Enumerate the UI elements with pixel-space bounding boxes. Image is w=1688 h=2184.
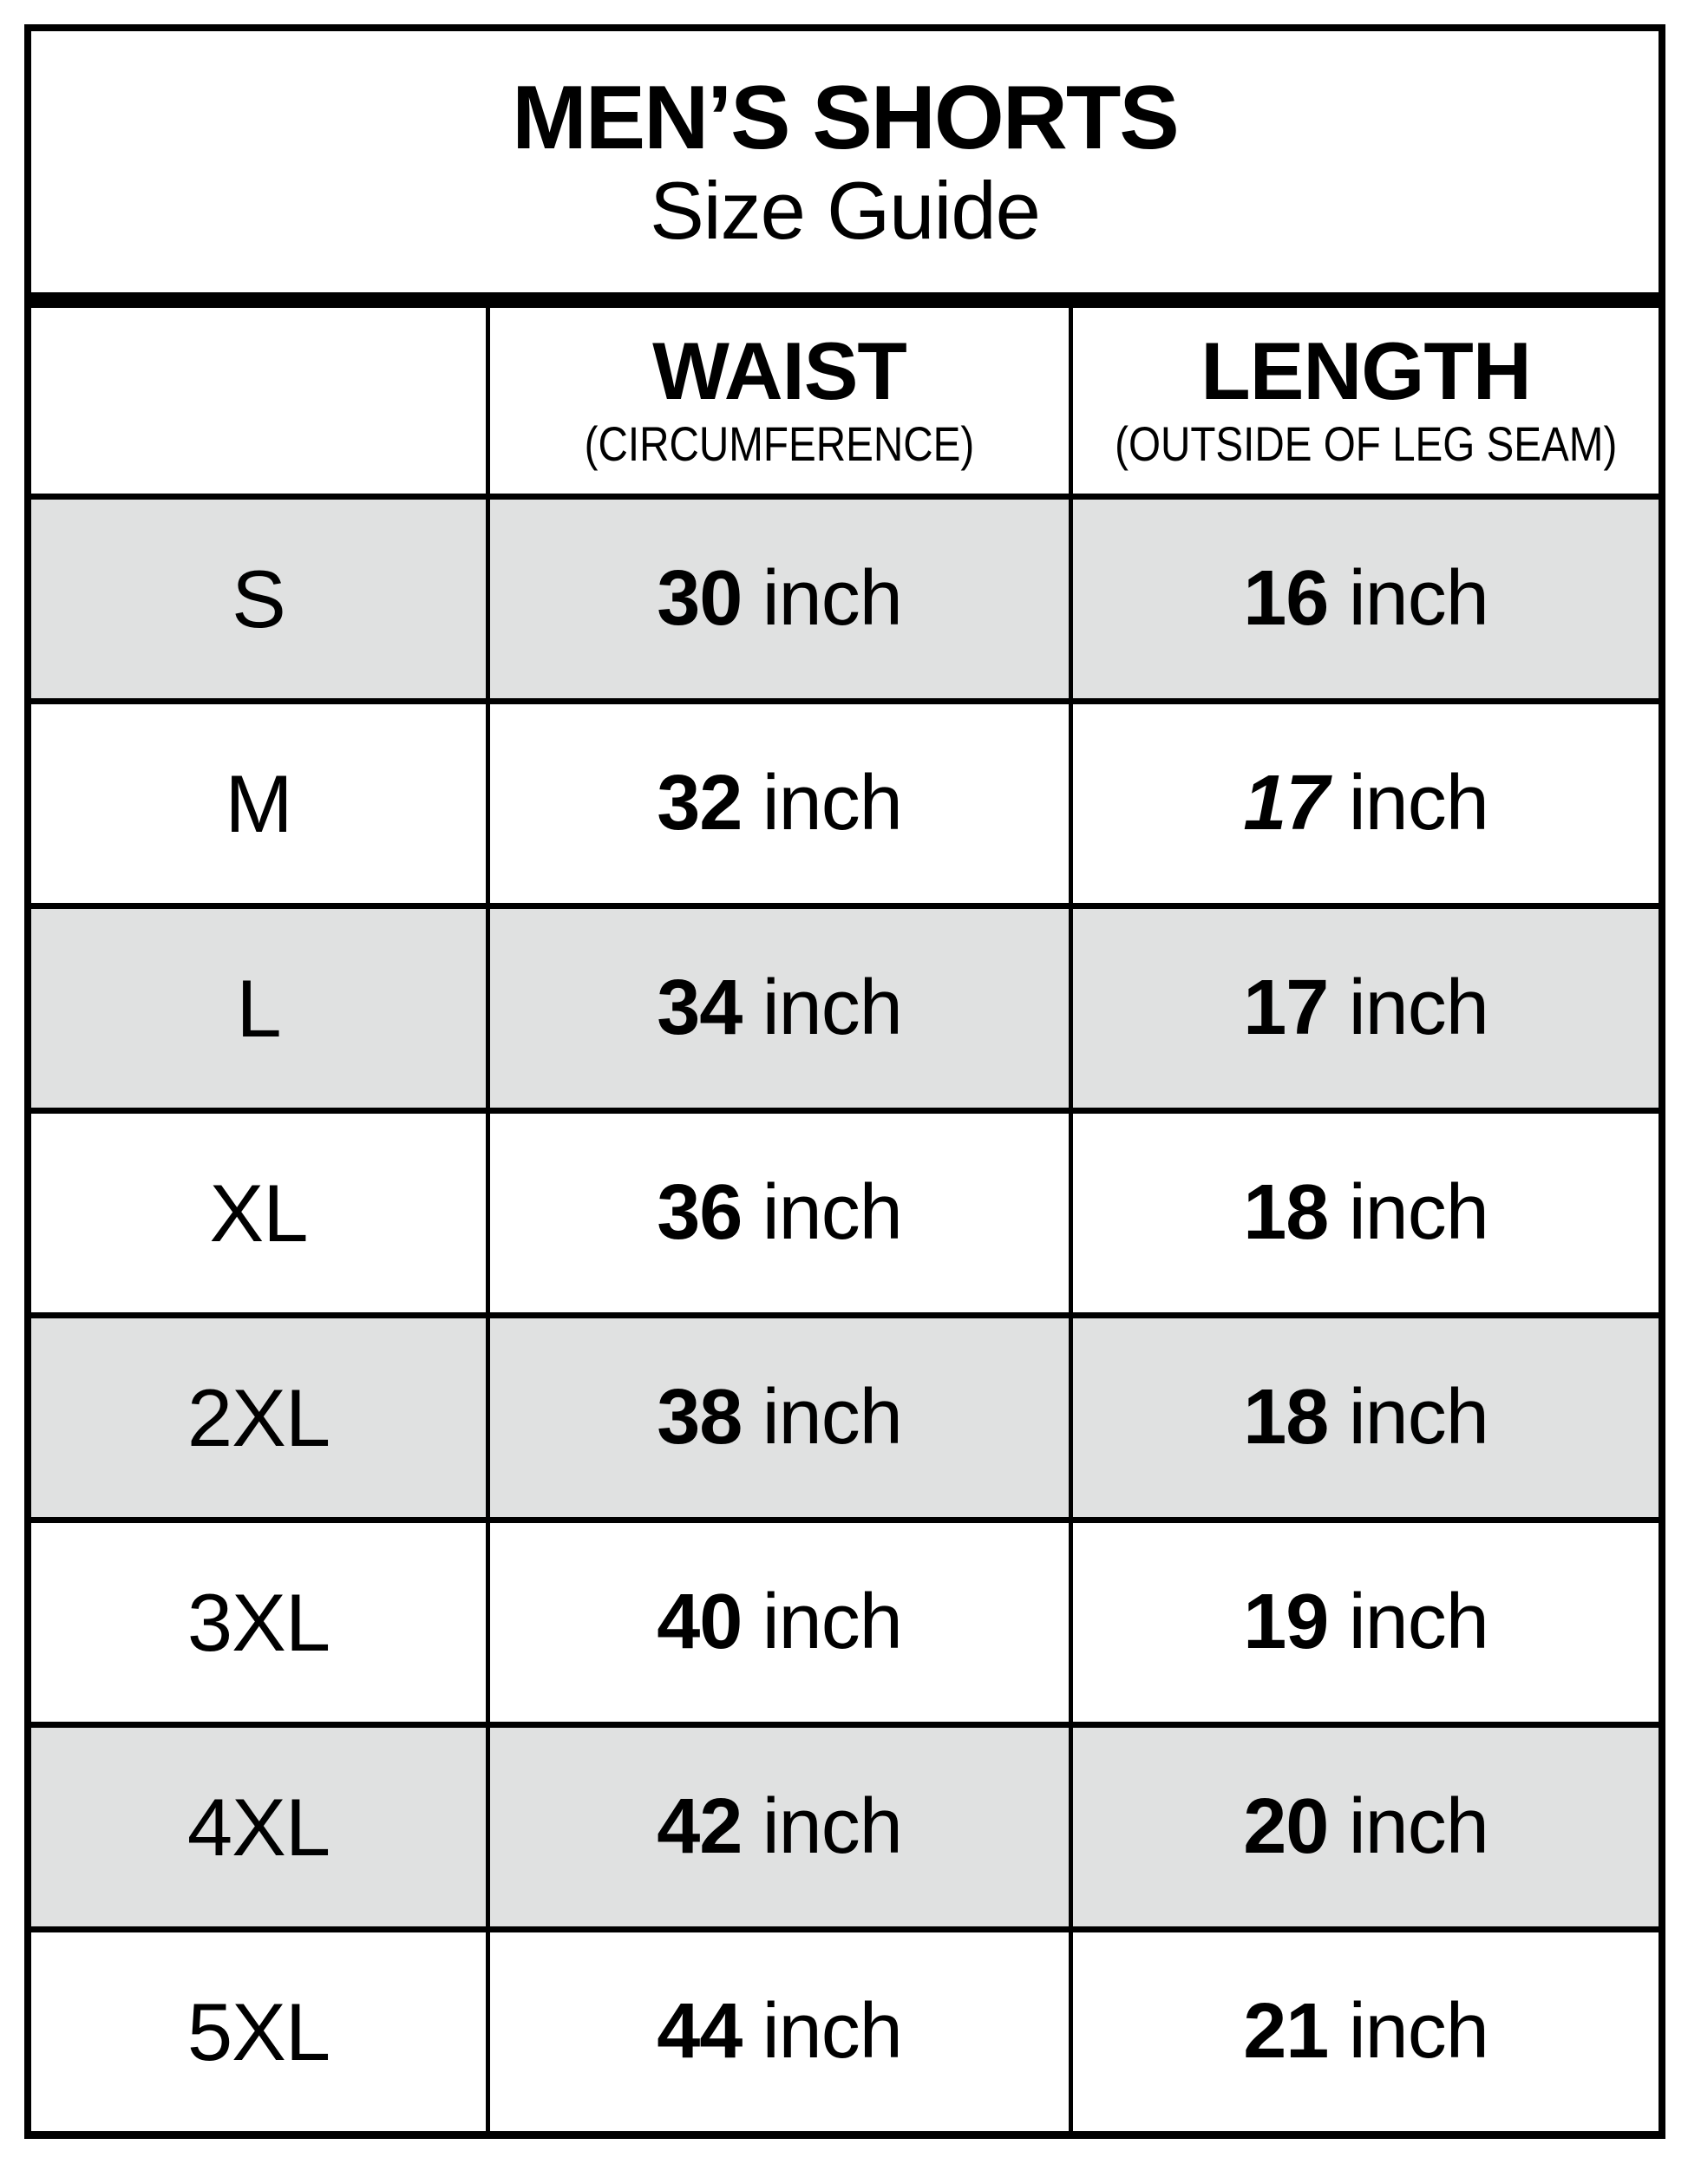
length-unit: inch — [1348, 1988, 1488, 2075]
header-waist-cell — [490, 308, 1069, 494]
length-value: 19 — [1243, 1579, 1329, 1665]
length-value: 17 — [1243, 964, 1329, 1051]
waist-unit: inch — [762, 555, 902, 642]
waist-unit: inch — [762, 1579, 902, 1665]
waist-unit: inch — [762, 1783, 902, 1870]
waist-value: 32 — [657, 760, 743, 847]
waist-value-cell — [490, 1728, 1069, 1926]
length-unit: inch — [1348, 964, 1488, 1051]
length-value: 17 — [1243, 760, 1329, 847]
waist-value-cell — [490, 1318, 1069, 1517]
length-value-cell — [1073, 500, 1659, 698]
length-value-cell — [1073, 1318, 1659, 1517]
waist-value-cell — [490, 500, 1069, 698]
waist-value-cell — [490, 1932, 1069, 2131]
title-divider-bar — [31, 292, 1659, 308]
size-grid — [31, 308, 1659, 2132]
length-value-cell — [1073, 1728, 1659, 1926]
length-unit: inch — [1348, 1783, 1488, 1870]
waist-value-cell — [490, 704, 1069, 903]
waist-value: 36 — [657, 1169, 743, 1256]
length-header-label: LENGTH — [1201, 325, 1531, 417]
length-unit: inch — [1348, 1579, 1488, 1665]
size-label: S — [232, 553, 285, 644]
length-value: 20 — [1243, 1783, 1329, 1870]
size-label: 3XL — [186, 1576, 330, 1668]
length-unit: inch — [1348, 1169, 1488, 1256]
length-value-cell — [1073, 1932, 1659, 2131]
waist-value: 30 — [657, 555, 743, 642]
size-label: L — [236, 962, 281, 1054]
size-label: M — [225, 757, 292, 849]
waist-value-cell — [490, 1114, 1069, 1312]
length-unit: inch — [1348, 555, 1488, 642]
header-length-cell — [1073, 308, 1659, 494]
length-value: 16 — [1243, 555, 1329, 642]
size-label: 2XL — [186, 1371, 330, 1463]
header-size-cell — [31, 308, 486, 494]
size-label-cell — [31, 909, 486, 1108]
waist-value: 44 — [657, 1988, 743, 2075]
length-value: 21 — [1243, 1988, 1329, 2075]
waist-unit: inch — [762, 1988, 902, 2075]
length-value-cell — [1073, 704, 1659, 903]
size-label: 5XL — [186, 1985, 330, 2077]
length-value-cell — [1073, 909, 1659, 1108]
size-guide-table — [24, 24, 1665, 2139]
length-header-sublabel: (OUTSIDE OF LEG SEAM) — [1114, 415, 1618, 471]
waist-value-cell — [490, 909, 1069, 1108]
size-label-cell — [31, 704, 486, 903]
length-unit: inch — [1348, 1374, 1488, 1461]
page-subtitle: Size Guide — [650, 164, 1040, 256]
length-unit: inch — [1348, 760, 1488, 847]
size-label-cell — [31, 1114, 486, 1312]
waist-value: 34 — [657, 964, 743, 1051]
size-label-cell — [31, 1932, 486, 2131]
waist-unit: inch — [762, 1374, 902, 1461]
length-value-cell — [1073, 1523, 1659, 1722]
waist-unit: inch — [762, 964, 902, 1051]
size-label: XL — [209, 1167, 308, 1259]
waist-value-cell — [490, 1523, 1069, 1722]
length-value-cell — [1073, 1114, 1659, 1312]
size-label-cell — [31, 1728, 486, 1926]
page-title: MEN’S SHORTS — [512, 67, 1178, 168]
waist-value: 42 — [657, 1783, 743, 1870]
size-label-cell — [31, 1318, 486, 1517]
table-title-block — [31, 31, 1659, 292]
size-label-cell — [31, 1523, 486, 1722]
waist-unit: inch — [762, 760, 902, 847]
waist-value: 38 — [657, 1374, 743, 1461]
size-label: 4XL — [186, 1781, 330, 1873]
size-label-cell — [31, 500, 486, 698]
length-value: 18 — [1243, 1374, 1329, 1461]
length-value: 18 — [1243, 1169, 1329, 1256]
waist-header-sublabel: (CIRCUMFERENCE) — [584, 415, 975, 471]
waist-header-label: WAIST — [652, 325, 906, 417]
waist-unit: inch — [762, 1169, 902, 1256]
waist-value: 40 — [657, 1579, 743, 1665]
